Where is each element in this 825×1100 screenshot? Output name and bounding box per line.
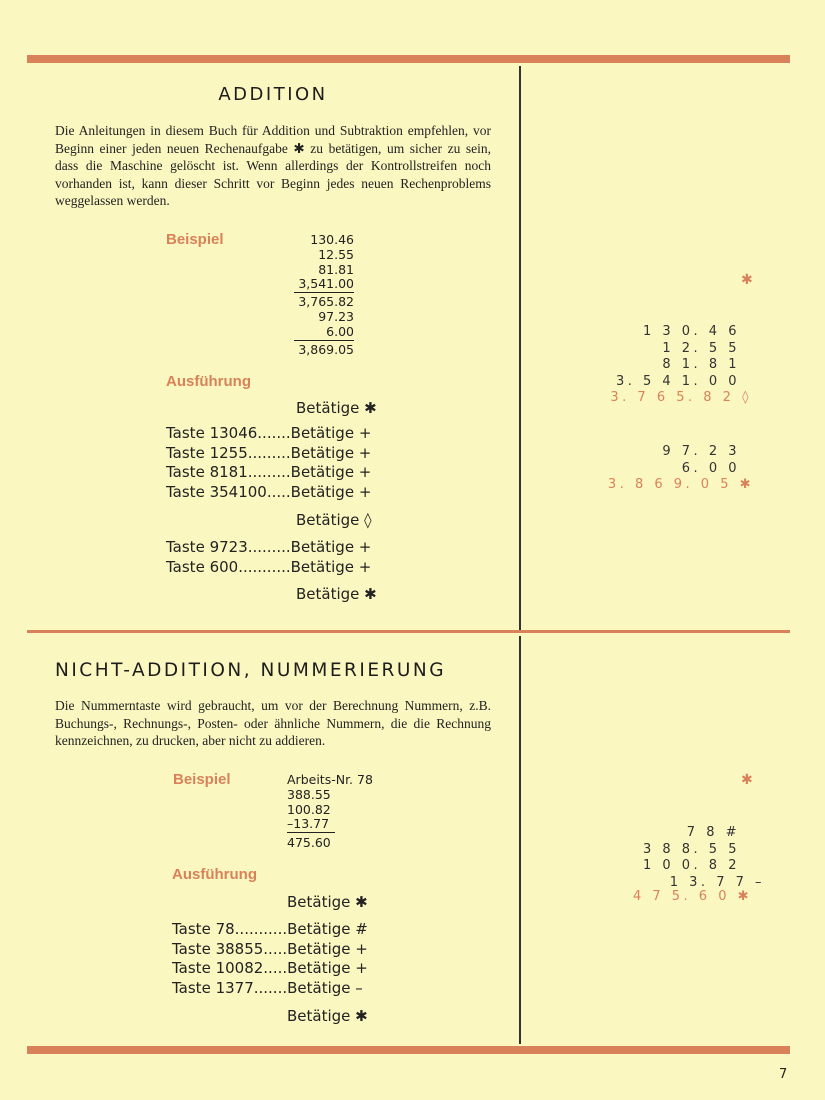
- number: 97.23: [318, 308, 354, 324]
- non-addition-steps: [172, 920, 368, 998]
- addition-steps-2: [166, 538, 371, 577]
- addition-intro-block: [55, 122, 491, 210]
- tape-line: 1 3. 7 7 –: [669, 875, 765, 891]
- number-total: 475.60: [287, 835, 331, 851]
- number-total: 3,869.05: [298, 341, 354, 357]
- non-addition-tape: [600, 825, 765, 892]
- tape-subtotal: 3. 7 6 5. 8 2 ◊: [610, 390, 752, 405]
- bottom-rule: [27, 1046, 790, 1054]
- tape-line: 9 7. 2 3: [662, 444, 740, 459]
- tape-clear-star: ✱: [741, 272, 753, 288]
- step: Taste 10082.....Betätige +: [172, 959, 368, 977]
- step: Taste 8181.........Betätige +: [166, 463, 372, 481]
- number: 130.46: [310, 232, 354, 247]
- step: Taste 600...........Betätige +: [166, 557, 372, 576]
- step: Taste 38855.....Betätige +: [172, 939, 368, 958]
- press-total: Betätige ✱: [296, 585, 377, 603]
- addition-tape-2-total-wrap: [600, 477, 754, 494]
- addition-title: ADDITION: [218, 84, 328, 105]
- step: Taste 78...........Betätige #: [172, 920, 368, 938]
- addition-procedure-label: Ausführung: [166, 373, 251, 390]
- step: Taste 9723.........Betätige +: [166, 538, 372, 556]
- tape-line: 3. 5 4 1. 0 0: [615, 374, 740, 390]
- number-label: Arbeits-Nr. 78: [287, 772, 373, 787]
- middle-rule: [27, 630, 790, 633]
- tape-line: 7 8 #: [686, 825, 740, 840]
- press-total: Betätige ✱: [287, 1007, 368, 1025]
- press-clear: Betätige ✱: [296, 399, 377, 417]
- non-addition-intro-block: [55, 697, 491, 750]
- top-rule: [27, 55, 790, 63]
- addition-tape-1: [600, 324, 740, 391]
- addition-example-label: Beispiel: [166, 231, 224, 248]
- addition-section: [55, 84, 491, 105]
- addition-steps-1: [166, 424, 371, 502]
- tape-clear-star: ✱: [741, 772, 753, 788]
- step: Taste 354100.....Betätige +: [166, 482, 372, 501]
- step: Taste 1255.........Betätige +: [166, 443, 372, 462]
- press-clear: Betätige ✱: [287, 893, 368, 911]
- number: 12.55: [318, 246, 354, 262]
- number: –13.77: [287, 817, 335, 833]
- tape-line: 1 0 0. 8 2: [642, 858, 740, 874]
- tape-line: 1 2. 5 5: [662, 340, 740, 356]
- step: Taste 1377.......Betätige –: [172, 978, 363, 997]
- non-addition-example-numbers: [287, 773, 373, 851]
- column-divider-top: [519, 66, 521, 630]
- non-addition-title: NICHT-ADDITION, NUMMERIERUNG: [55, 660, 447, 681]
- step: Taste 13046.......Betätige +: [166, 424, 372, 442]
- number: 100.82: [287, 801, 331, 817]
- tape-line: 6. 0 0: [681, 460, 740, 476]
- number: 6.00: [294, 325, 354, 341]
- number: 81.81: [318, 261, 354, 277]
- press-subtotal: Betätige ◊: [296, 511, 372, 529]
- addition-tape-1-total-wrap: [600, 390, 752, 407]
- tape-total: 3. 8 6 9. 0 5 ✱: [607, 477, 754, 492]
- number-subtotal: 3,765.82: [298, 294, 354, 310]
- addition-tape-2: [600, 444, 740, 477]
- tape-line: 8 1. 8 1: [662, 357, 740, 373]
- non-addition-procedure-label: Ausführung: [172, 866, 257, 883]
- addition-intro: Die Anleitungen in diesem Buch für Addition und Subtraktion empfehlen, vor Beginn einer jeden neuen Rechenaufgabe ✱ zu betätigen, um sicher zu sein, dass die Maschine gelöscht ist. Wenn allerdings der Kontrollstreifen noch vorhanden ist, kann dieser Schritt vor Beginn jedes neuen Rechenproblems weggelassen werden.: [55, 123, 491, 208]
- non-addition-section: [55, 660, 491, 681]
- non-addition-example-label: Beispiel: [173, 771, 231, 788]
- number: 388.55: [287, 786, 331, 802]
- tape-line: 1 3 0. 4 6: [642, 324, 740, 339]
- column-divider-bottom: [519, 636, 521, 1044]
- non-addition-intro: Die Nummerntaste wird gebraucht, um vor der Berechnung Nummern, z.B. Buchungs-, Rechnungs-, Posten- oder ähnliche Nummern, die die Rechnung kennzeichnen, zu drucken, aber nicht zu addieren.: [55, 698, 491, 748]
- tape-line: 3 8 8. 5 5: [642, 841, 740, 857]
- page-number: 7: [779, 1067, 788, 1082]
- non-addition-tape-total-wrap: [600, 889, 752, 906]
- addition-example-numbers: [294, 233, 354, 357]
- number: 3,541.00: [294, 277, 354, 293]
- tape-total: 4 7 5. 6 0 ✱: [632, 889, 752, 904]
